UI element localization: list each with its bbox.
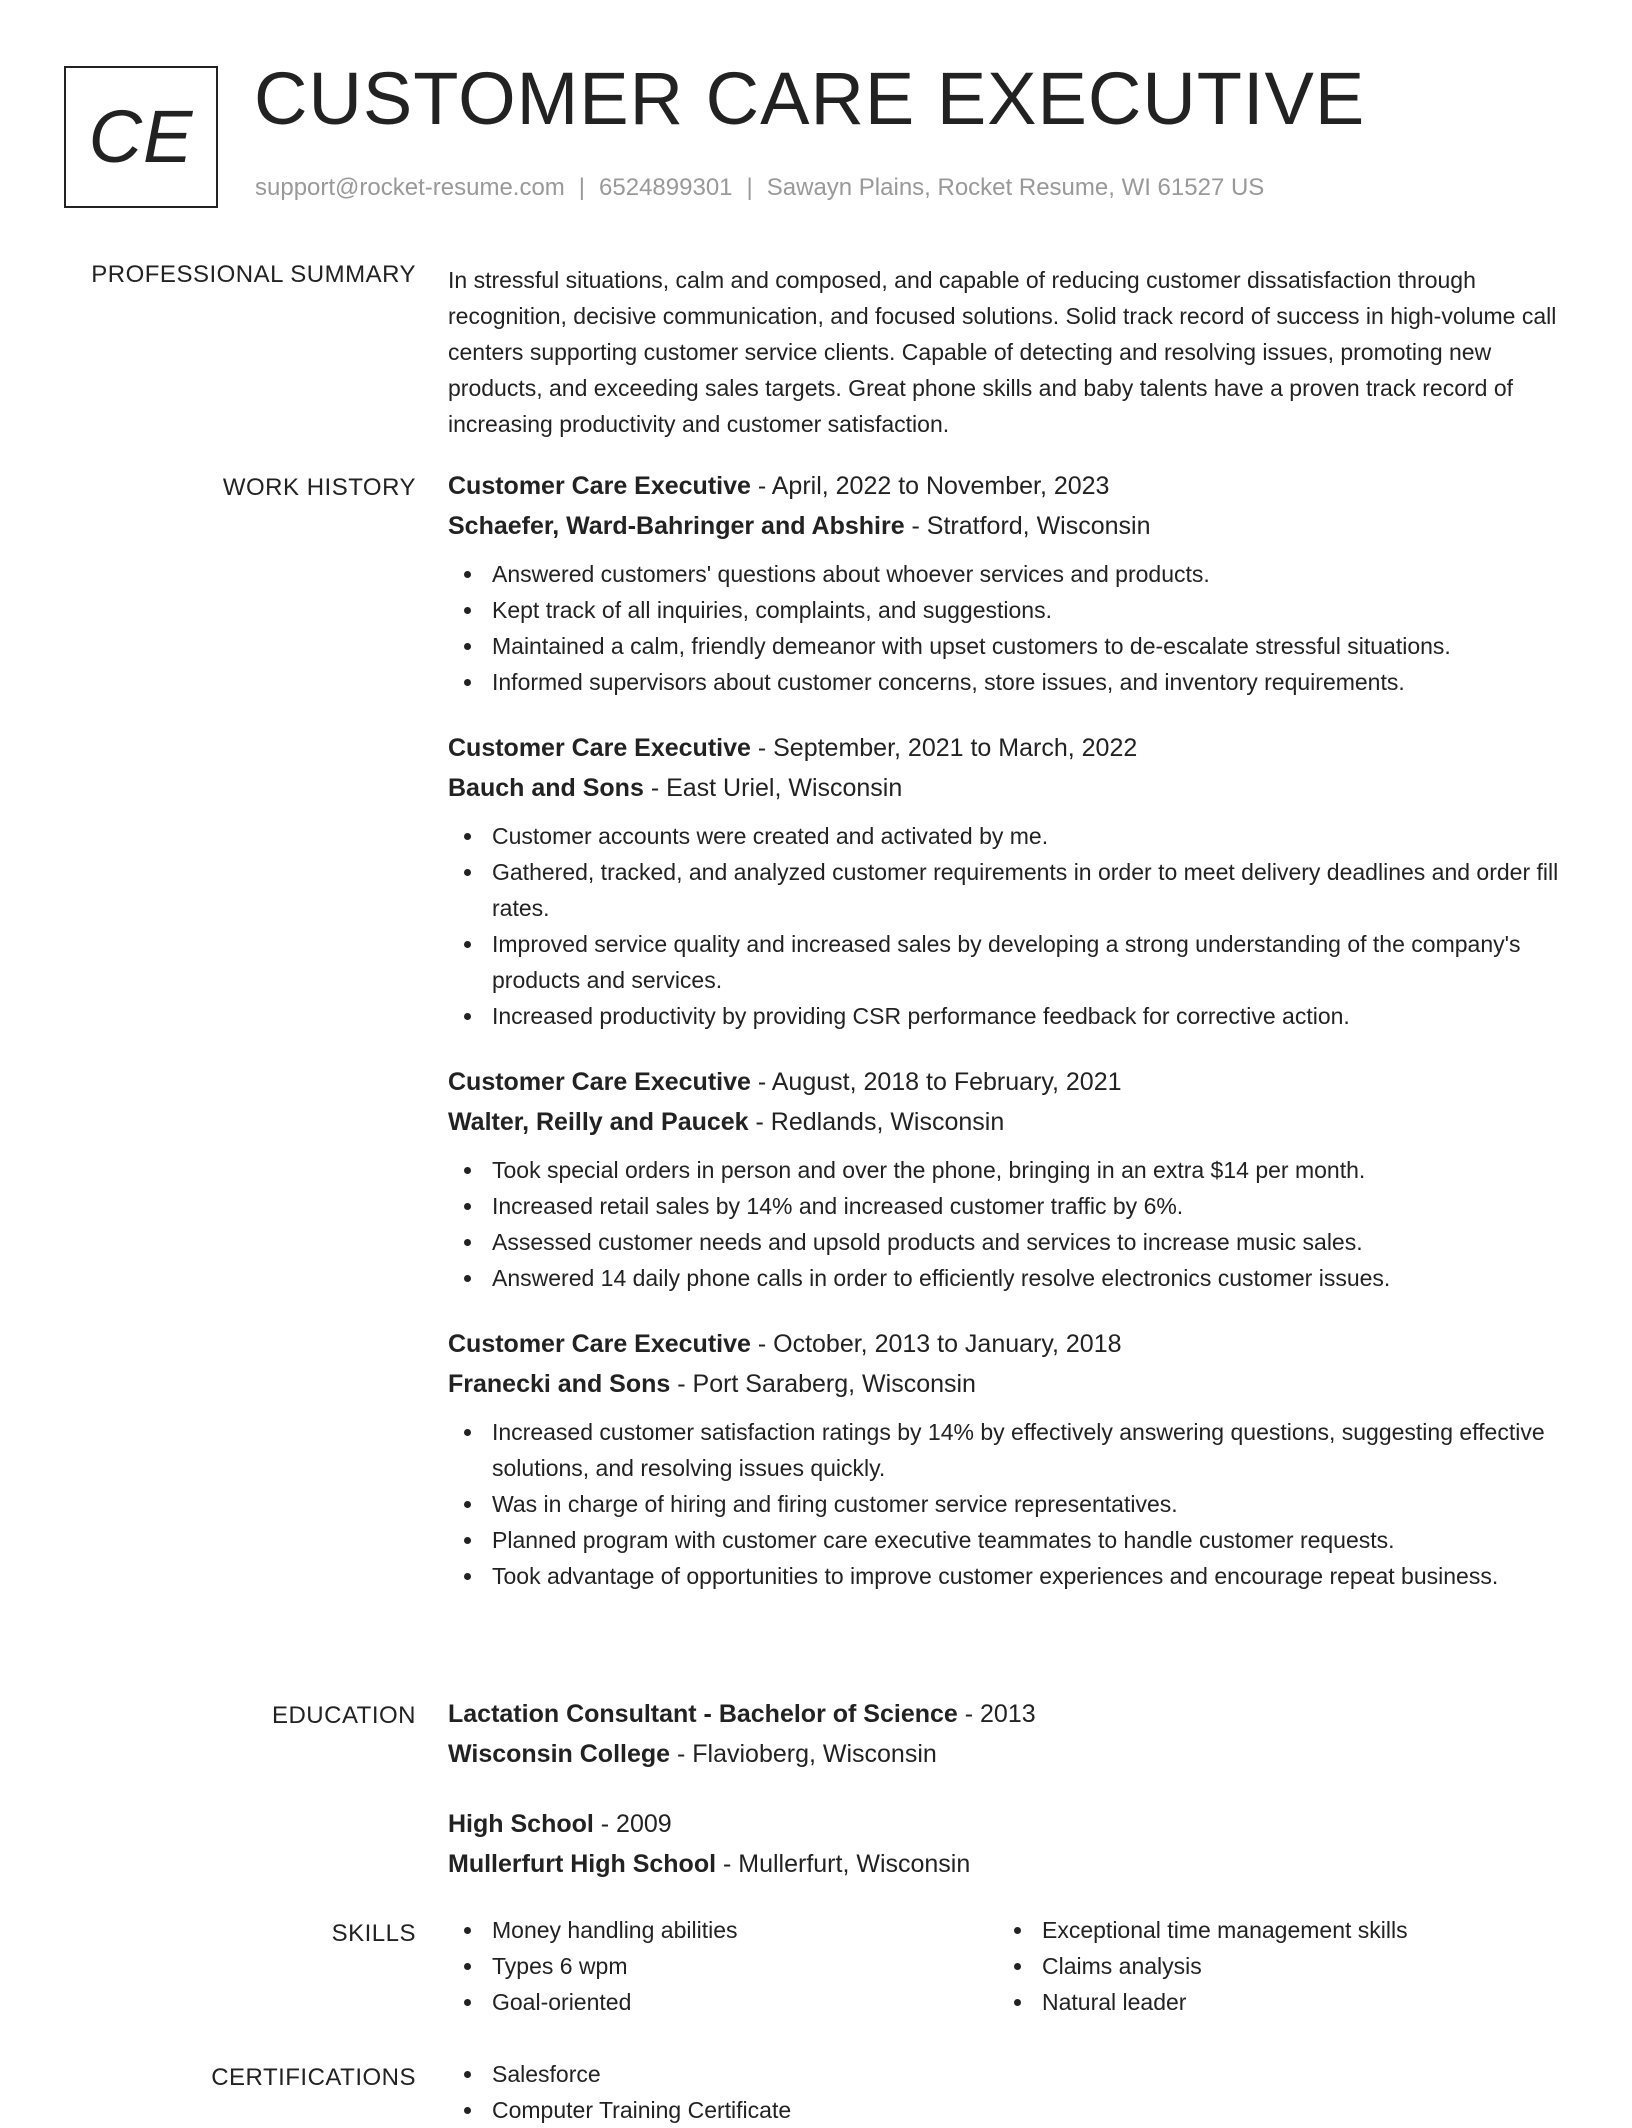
- job-bullet: Took special orders in person and over the phone, bringing in an extra $14 per month.: [448, 1152, 1560, 1188]
- education-body: [448, 1694, 1560, 1914]
- summary-body: [448, 262, 1560, 442]
- skill-item: Money handling abilities: [448, 1912, 998, 1948]
- skills-list-right: [998, 1912, 1548, 2020]
- job-entry: [448, 728, 1560, 1034]
- job-entry: [448, 1324, 1560, 1594]
- education-entry: [448, 1804, 1560, 1884]
- job-dates: - August, 2018 to February, 2021: [750, 1068, 1122, 1096]
- bullet-icon: [1014, 1999, 1021, 2006]
- education-heading: EDUCATION: [271, 1702, 416, 1729]
- skill-item: Goal-oriented: [448, 1984, 998, 2020]
- bullet-icon: [464, 941, 471, 948]
- certifications-list: [448, 2056, 1560, 2128]
- education-school-line: [448, 1734, 1560, 1774]
- job-bullet: Kept track of all inquiries, complaints, and suggestions.: [448, 592, 1560, 628]
- contact-address: Sawayn Plains, Rocket Resume, WI 61527 US: [766, 174, 1265, 201]
- job-bullet: Customer accounts were created and activated by me.: [448, 818, 1560, 854]
- job-role-line: [448, 1324, 1560, 1364]
- education-degree-line: [448, 1694, 1560, 1734]
- bullet-icon: [464, 2107, 471, 2114]
- education-degree-line: [448, 1804, 1560, 1844]
- certification-item: Salesforce: [448, 2056, 1560, 2092]
- job-role-line: [448, 728, 1560, 768]
- job-role: Customer Care Executive: [448, 472, 751, 500]
- job-bullet: Improved service quality and increased sales by developing a strong understanding of the company's products and services.: [448, 926, 1560, 998]
- education-degree: Lactation Consultant - Bachelor of Science: [448, 1700, 958, 1728]
- bullet-icon: [464, 869, 471, 876]
- job-entry: [448, 466, 1560, 700]
- bullet-icon: [464, 1927, 471, 1934]
- contact-line: [255, 174, 1264, 203]
- bullet-icon: [464, 1167, 471, 1174]
- bullet-icon: [464, 1501, 471, 1508]
- job-bullet: Was in charge of hiring and firing customer service representatives.: [448, 1486, 1560, 1522]
- job-role: Customer Care Executive: [448, 1068, 751, 1096]
- certification-item: Computer Training Certificate: [448, 2092, 1560, 2128]
- resume-title: CUSTOMER CARE EXECUTIVE: [254, 57, 1366, 140]
- monogram-initials: CE: [88, 95, 194, 178]
- job-bullets: [448, 556, 1560, 700]
- job-dates: - September, 2021 to March, 2022: [750, 734, 1138, 762]
- education-school-line: [448, 1844, 1560, 1884]
- job-bullet: Planned program with customer care executive teammates to handle customer requests.: [448, 1522, 1560, 1558]
- bullet-icon: [464, 1573, 471, 1580]
- bullet-icon: [464, 1013, 471, 1020]
- education-school: Mullerfurt High School: [448, 1850, 717, 1878]
- job-location: - Port Saraberg, Wisconsin: [670, 1370, 976, 1398]
- skills-heading: SKILLS: [331, 1920, 416, 1947]
- bullet-icon: [464, 833, 471, 840]
- job-company-line: [448, 768, 1560, 808]
- job-bullets: [448, 818, 1560, 1034]
- job-company-line: [448, 1364, 1560, 1404]
- job-bullet: Took advantage of opportunities to improve customer experiences and encourage repeat business.: [448, 1558, 1560, 1594]
- job-bullets: [448, 1414, 1560, 1594]
- certifications-body: [448, 2056, 1560, 2128]
- work-history-body: [448, 466, 1560, 1622]
- contact-email: support@rocket-resume.com: [255, 174, 565, 201]
- education-degree: High School: [448, 1810, 594, 1838]
- job-bullets: [448, 1152, 1560, 1296]
- job-location: - Redlands, Wisconsin: [748, 1108, 1005, 1136]
- skill-item: Natural leader: [998, 1984, 1548, 2020]
- job-role-line: [448, 1062, 1560, 1102]
- bullet-icon: [464, 1429, 471, 1436]
- job-bullet: Increased retail sales by 14% and increased customer traffic by 6%.: [448, 1188, 1560, 1224]
- bullet-icon: [464, 1963, 471, 1970]
- job-bullet: Answered customers' questions about whoever services and products.: [448, 556, 1560, 592]
- job-entry: [448, 1062, 1560, 1296]
- job-role-line: [448, 466, 1560, 506]
- job-bullet: Increased productivity by providing CSR performance feedback for corrective action.: [448, 998, 1560, 1034]
- bullet-icon: [464, 1999, 471, 2006]
- job-location: - East Uriel, Wisconsin: [643, 774, 903, 802]
- contact-separator: |: [746, 174, 753, 201]
- bullet-icon: [464, 1203, 471, 1210]
- job-bullet: Assessed customer needs and upsold products and services to increase music sales.: [448, 1224, 1560, 1260]
- work-history-heading: WORK HISTORY: [222, 474, 416, 501]
- job-company: Schaefer, Ward-Bahringer and Abshire: [448, 512, 905, 540]
- job-company-line: [448, 506, 1560, 546]
- job-role: Customer Care Executive: [448, 1330, 751, 1358]
- bullet-icon: [464, 1275, 471, 1282]
- job-bullet: Increased customer satisfaction ratings by 14% by effectively answering questions, suggesting effective solutions, and resolving issues quickly.: [448, 1414, 1560, 1486]
- monogram-box: [64, 66, 218, 208]
- job-company: Walter, Reilly and Paucek: [448, 1108, 749, 1136]
- bullet-icon: [464, 1239, 471, 1246]
- certifications-heading: CERTIFICATIONS: [211, 2064, 416, 2091]
- bullet-icon: [464, 2071, 471, 2078]
- skills-columns: [448, 1912, 1560, 2020]
- contact-phone: 6524899301: [599, 174, 733, 201]
- education-school: Wisconsin College: [448, 1740, 671, 1768]
- job-bullet: Maintained a calm, friendly demeanor with upset customers to de-escalate stressful situations.: [448, 628, 1560, 664]
- education-year: - 2013: [957, 1700, 1036, 1728]
- job-company: Bauch and Sons: [448, 774, 644, 802]
- skill-item: Exceptional time management skills: [998, 1912, 1548, 1948]
- job-company: Franecki and Sons: [448, 1370, 671, 1398]
- contact-separator: |: [578, 174, 586, 201]
- job-bullet: Gathered, tracked, and analyzed customer requirements in order to meet delivery deadlines and order fill rates.: [448, 854, 1560, 926]
- skill-item: Claims analysis: [998, 1948, 1548, 1984]
- education-entry: [448, 1694, 1560, 1774]
- bullet-icon: [464, 679, 471, 686]
- job-dates: - April, 2022 to November, 2023: [750, 472, 1110, 500]
- bullet-icon: [464, 607, 471, 614]
- skill-item: Types 6 wpm: [448, 1948, 998, 1984]
- skills-body: [448, 1912, 1560, 2020]
- job-bullet: Informed supervisors about customer concerns, store issues, and inventory requirements.: [448, 664, 1560, 700]
- education-location: - Mullerfurt, Wisconsin: [716, 1850, 971, 1878]
- bullet-icon: [464, 1537, 471, 1544]
- bullet-icon: [464, 571, 471, 578]
- education-year: - 2009: [593, 1810, 672, 1838]
- job-dates: - October, 2013 to January, 2018: [750, 1330, 1122, 1358]
- bullet-icon: [1014, 1927, 1021, 1934]
- bullet-icon: [1014, 1963, 1021, 1970]
- summary-heading: PROFESSIONAL SUMMARY: [91, 261, 416, 288]
- bullet-icon: [464, 643, 471, 650]
- summary-text: In stressful situations, calm and composed, and capable of reducing customer dissatisfaction through recognition, decisive communication, and focused solutions. Solid track record of success in high-volume call centers supporting customer service clients. Capable of detecting and resolving issues, promoting new products, and exceeding sales targets. Great phone skills and baby talents have a proven track record of increasing productivity and customer satisfaction.: [448, 267, 1557, 437]
- job-bullet: Answered 14 daily phone calls in order to efficiently resolve electronics customer issues.: [448, 1260, 1560, 1296]
- skills-list-left: [448, 1912, 998, 2020]
- education-location: - Flavioberg, Wisconsin: [670, 1740, 937, 1768]
- job-location: - Stratford, Wisconsin: [904, 512, 1151, 540]
- job-role: Customer Care Executive: [448, 734, 751, 762]
- job-company-line: [448, 1102, 1560, 1142]
